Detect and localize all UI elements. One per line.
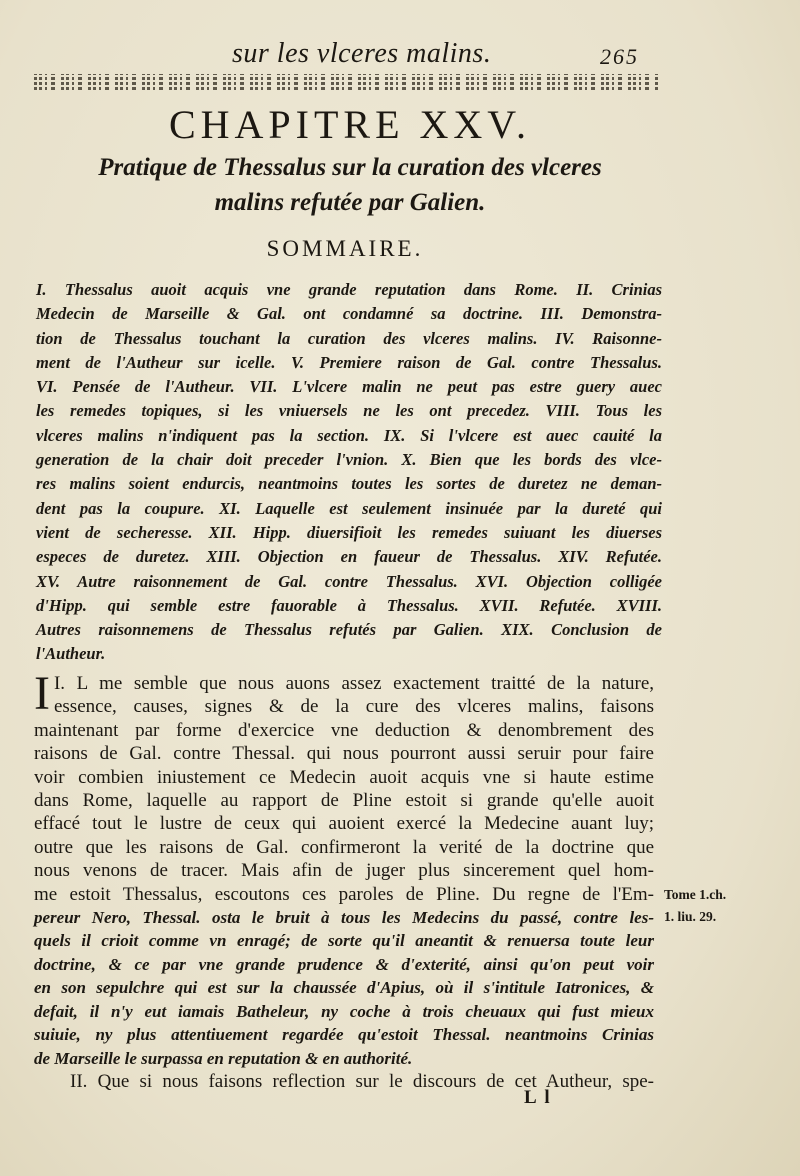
- body-line: maintenant par forme d'exercice vne deduction & denombrement des: [34, 719, 654, 741]
- summary-line: Medecin de Marseille & Gal. ont condamné sa doctrine. III. Demonstra-: [36, 304, 662, 324]
- chapter-subtitle: [0, 150, 700, 220]
- paragraph-number: I.: [53, 673, 66, 694]
- body-line: voir combien iniustement ce Medecin auoit acquis vne si haute estime: [34, 766, 654, 788]
- body-text: [34, 667, 655, 1093]
- summary-line: vlceres malins n'indiquent pas la section. IX. Si l'vlcere est auec cauité la: [36, 425, 662, 445]
- summary-line: generation de la chair doit preceder l'vnion. X. Bien que les bords des vlce-: [36, 450, 662, 470]
- summary-line: d'Hipp. qui semble estre fauorable à Thessalus. XVII. Refutée. XVIII.: [36, 595, 662, 615]
- summary-line: vient de secheresse. XII. Hipp. diuersifioit les remedes suiuant les diuerses: [36, 522, 662, 542]
- body-line: nous venons de tracer. Mais afin de juger plus sincerement quel hom-: [34, 860, 654, 882]
- quote-line: pereur Nero, Thessal. osta le bruit à tous les Medecins du passé, contre les-: [34, 908, 654, 928]
- body-line: outre que les raisons de Gal. confirmeront la verité de la doctrine que: [34, 836, 654, 858]
- chapter-subtitle-line: Pratique de Thessalus sur la curation des vlceres: [98, 154, 602, 181]
- quote-line: quels il crioit comme vn enragé; de sorte qu'il aneantit & renuersa toute leur: [34, 931, 654, 951]
- ornament-band: [34, 74, 658, 90]
- summary-heading: SOMMAIRE.: [266, 236, 424, 261]
- body-line: dans Rome, laquelle au rapport de Pline estoit si grande qu'elle auoit: [34, 790, 654, 812]
- summary-line: I. Thessalus auoit acquis vne grande reputation dans Rome. II. Crinias: [36, 280, 662, 299]
- body-line: raisons de Gal. contre Thessal. qui nous pourront aussi seruir pour faire: [34, 743, 654, 765]
- chapter-title: CHAPITRE XXV.: [168, 102, 532, 147]
- quote-line: doctrine, & ce par vne grande prudence & d'exterité, ainsi qu'on peut voir: [34, 954, 654, 974]
- running-title: sur les vlceres malins.: [232, 38, 492, 69]
- margin-note-line: Tome 1.ch.: [664, 887, 727, 902]
- body-line: effacé tout le lustre de ceux qui auoient exercé la Medecine auant luy;: [34, 813, 654, 835]
- chapter-subtitle-line: malins refutée par Galien.: [214, 189, 486, 216]
- summary-line: res malins soient endurcis, neantmoins toutes les sortes de duretez ne deman-: [36, 474, 662, 494]
- summary-line: VI. Pensée de l'Autheur. VII. L'vlcere malin ne peut pas estre guery auec: [36, 377, 662, 397]
- summary-line: XV. Autre raisonnement de Gal. contre Thessalus. XVI. Objection colligée: [36, 571, 662, 591]
- margin-note-line: 1. liu. 29.: [664, 909, 717, 924]
- quote-line: en son sepulchre qui est sur la chaussée d'Apius, où il s'intitule Iatronices, &: [34, 978, 654, 998]
- page-number: 265: [600, 44, 639, 69]
- summary-line: ment de l'Autheur sur icelle. V. Premiere raison de Gal. contre Thessalus.: [36, 352, 662, 372]
- summary-line: l'Autheur.: [36, 644, 106, 664]
- summary-line: Autres raisonnemens de Thessalus refutés par Galien. XIX. Conclusion de: [36, 620, 662, 640]
- signature-mark: L l: [524, 1087, 552, 1108]
- summary-line: dent pas la coupure. XI. Laquelle est seulement insinuée par la dureté qui: [36, 498, 662, 518]
- running-head: [0, 38, 800, 72]
- body-line: L me semble que nous auons assez exactement traitté de la nature,: [76, 673, 655, 694]
- summary-block: [36, 278, 662, 667]
- body-line-final: II. Que si nous faisons reflection sur le discours de cet Autheur, spe-: [70, 1070, 654, 1092]
- quote-line: suiuie, ny plus attentiuement regardée qu'estoit Thessal. neantmoins Crinias: [34, 1025, 654, 1045]
- margin-note: [664, 884, 794, 928]
- body-line: me estoit Thessalus, escoutons ces paroles de Pline. Du regne de l'Em-: [34, 883, 654, 905]
- quote-line: defait, il n'y eut iamais Batheleur, ny coche à trois cheuaux qui fust mieux: [34, 1001, 654, 1021]
- body-line: essence, causes, signes & de la cure des vlceres malins, faisons: [53, 696, 654, 718]
- summary-line: les remedes topiques, si les vniuersels ne les ont precedez. VIII. Tous les: [36, 401, 662, 421]
- summary-line: especes de duretez. XIII. Objection en faueur de Thessalus. XIV. Refutée.: [36, 547, 662, 567]
- drop-capital: I: [34, 667, 50, 720]
- summary-line: tion de Thessalus touchant la curation des vlceres malins. IV. Raisonne-: [36, 328, 662, 348]
- quote-line: de Marseille le surpassa en reputation & en authorité.: [34, 1048, 413, 1068]
